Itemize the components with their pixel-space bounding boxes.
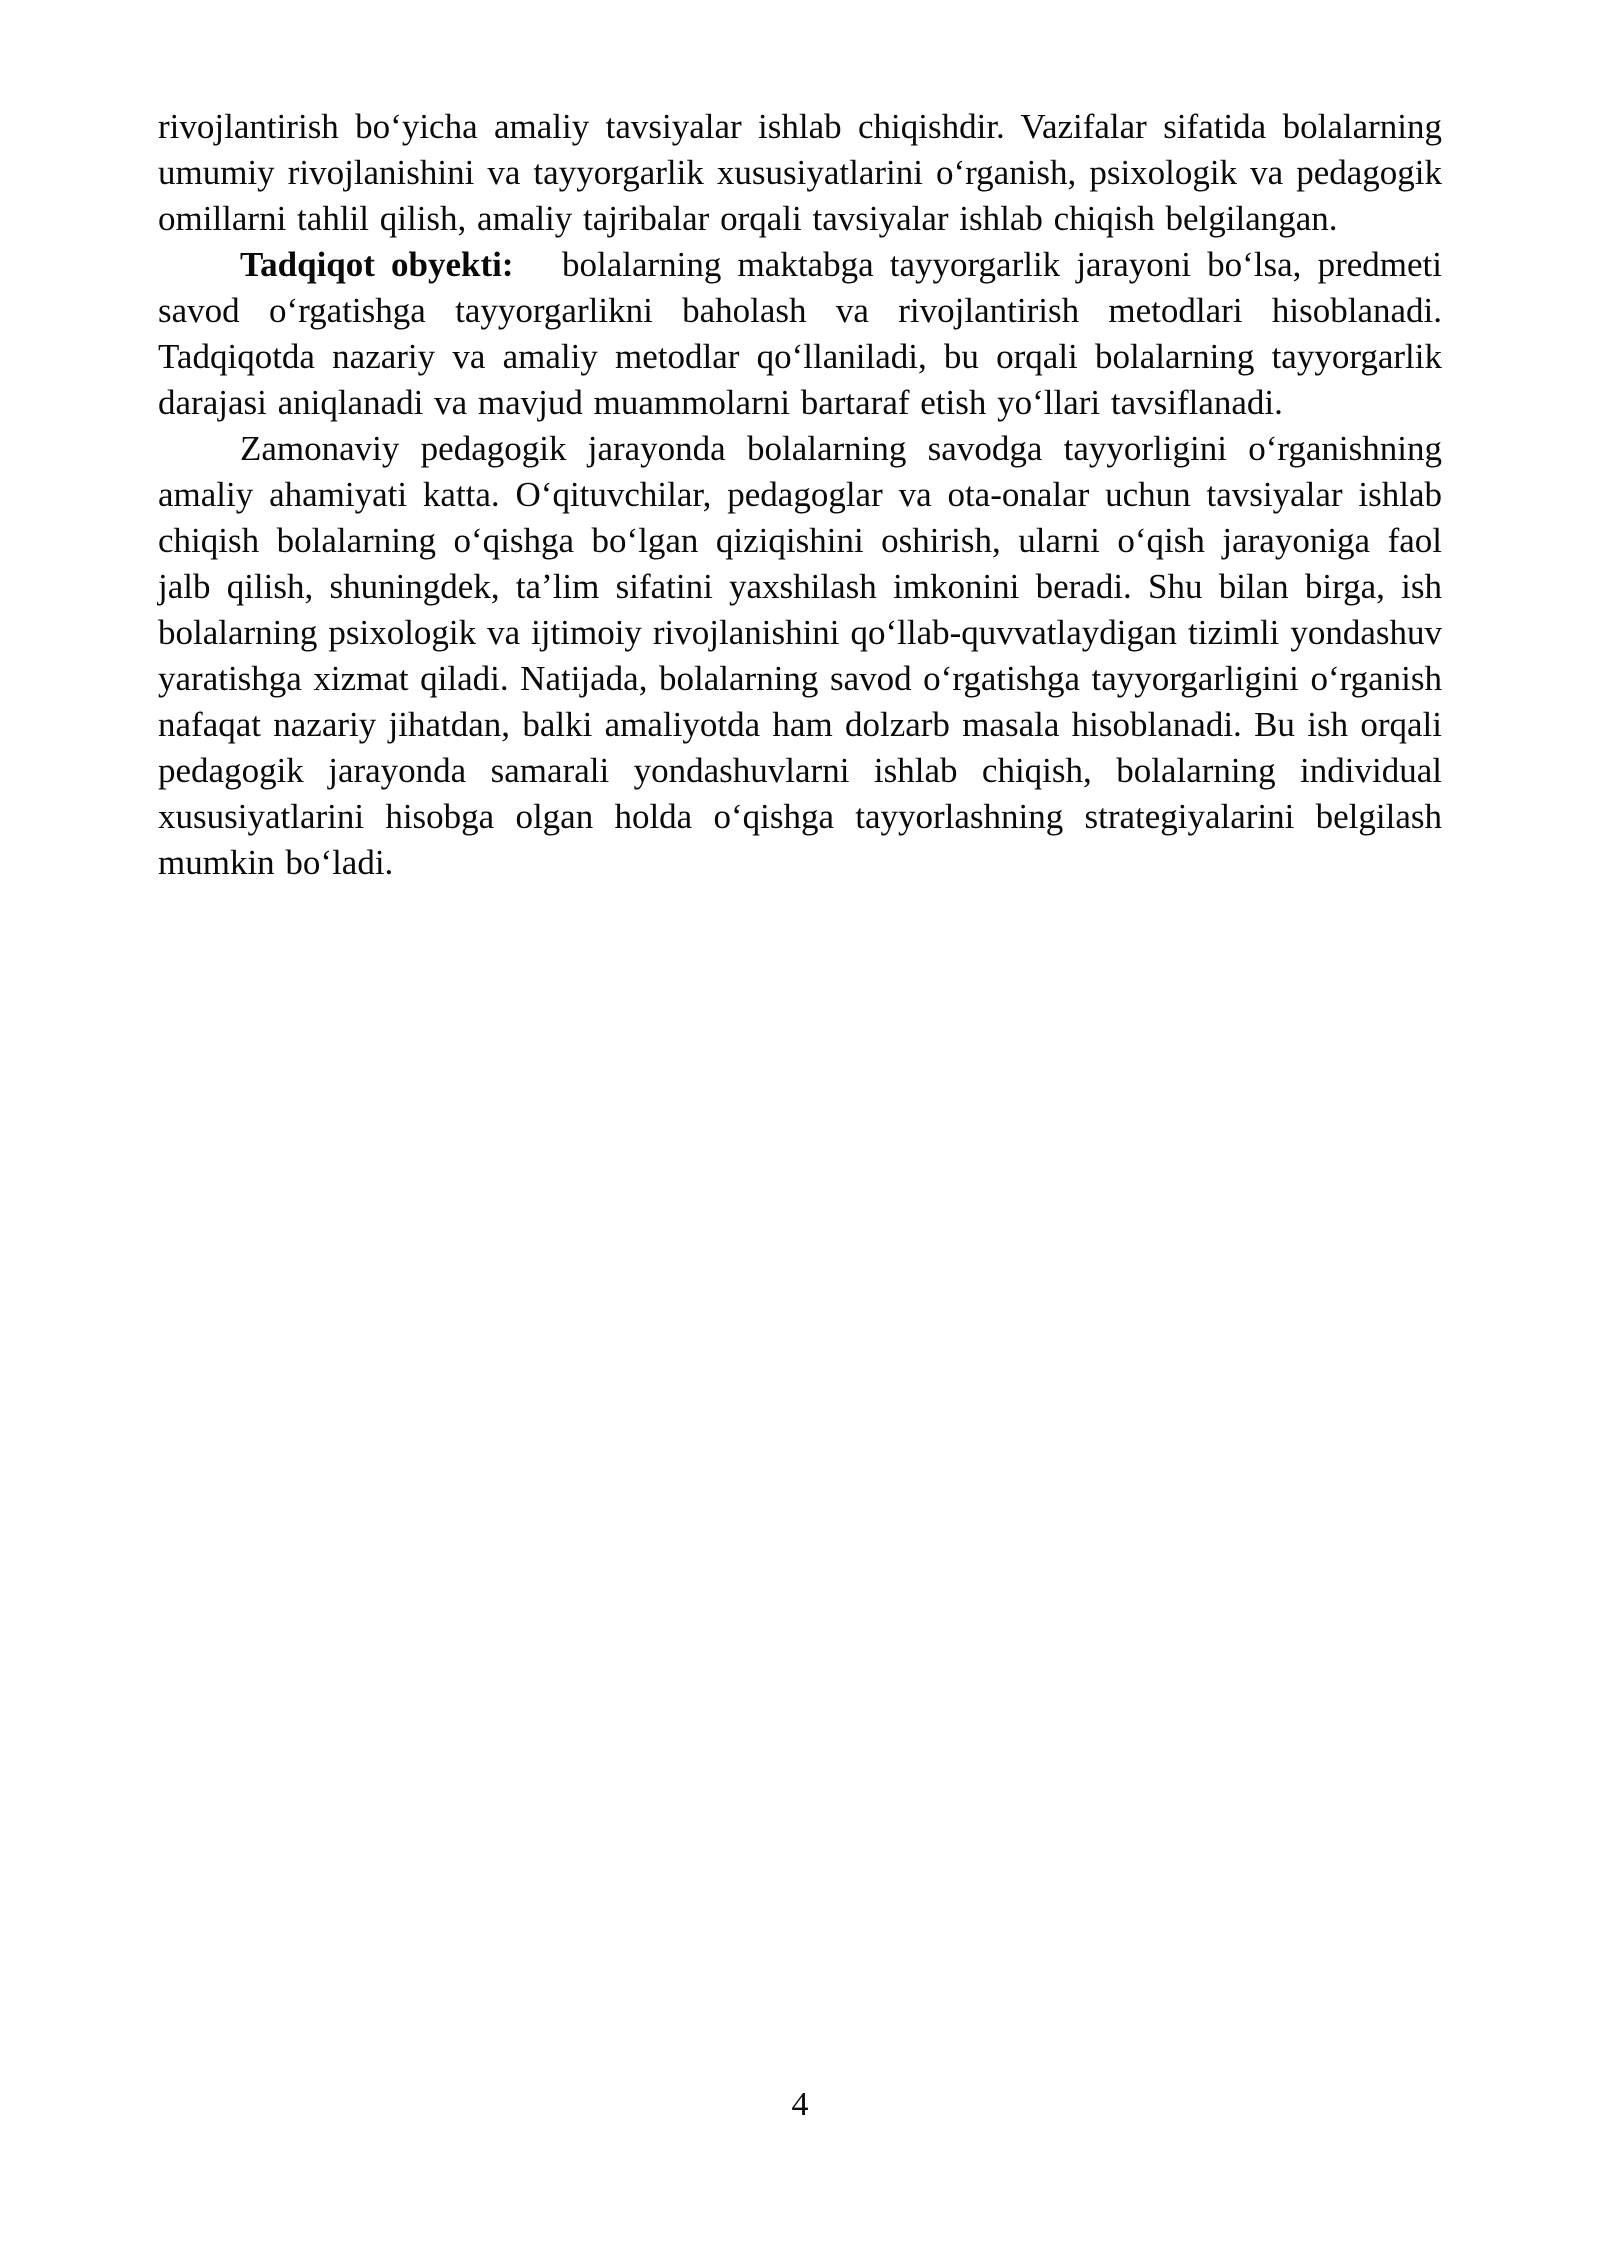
paragraph <box>158 242 1442 426</box>
text-run: rivojlantirish boʻyicha amaliy tavsiyalar ishlab chiqishdir. Vazifalar sifatida bolalarning umumiy rivojlanishini va tayyorgarlik xususiyatlarini oʻrganish, psixologik va pedagogik omillarni tahlil qilish, amaliy tajribalar orqali tavsiyalar ishlab chiqish belgilangan. <box>158 107 1442 238</box>
paragraph <box>158 104 1442 242</box>
bold-text-run: Tadqiqot obyekti: <box>240 245 514 284</box>
text-run: bolalarning maktabga tayyorgarlik jarayoni boʻlsa, predmeti savod oʻrgatishga tayyorgarlikni baholash va rivojlantirish metodlari hisoblanadi. Tadqiqotda nazariy va amaliy metodlar qoʻllaniladi, bu orqali bolalarning tayyorgarlik darajasi aniqlanadi va mavjud muammolarni bartaraf etish yoʻllari tavsiflanadi. <box>158 245 1442 422</box>
document-body <box>158 104 1442 886</box>
paragraph <box>158 426 1442 886</box>
text-run: Zamonaviy pedagogik jarayonda bolalarning savodga tayyorligini oʻrganishning amaliy ahamiyati katta. Oʻqituvchilar, pedagoglar va ota-onalar uchun tavsiyalar ishlab chiqish bolalarning oʻqishga boʻlgan qiziqishini oshirish, ularni oʻqish jarayoniga faol jalb qilish, shuningdek, taʼlim sifatini yaxshilash imkonini beradi. Shu bilan birga, ish bolalarning psixologik va ijtimoiy rivojlanishini qoʻllab-quvvatlaydigan tizimli yondashuv yaratishga xizmat qiladi. Natijada, bolalarning savod oʻrgatishga tayyorgarligini oʻrganish nafaqat nazariy jihatdan, balki amaliyotda ham dolzarb masala hisoblanadi. Bu ish orqali pedagogik jarayonda samarali yondashuvlarni ishlab chiqish, bolalarning individual xususiyatlarini hisobga olgan holda oʻqishga tayyorlashning strategiyalarini belgilash mumkin boʻladi. <box>158 429 1442 882</box>
page-number: 4 <box>791 2086 809 2123</box>
